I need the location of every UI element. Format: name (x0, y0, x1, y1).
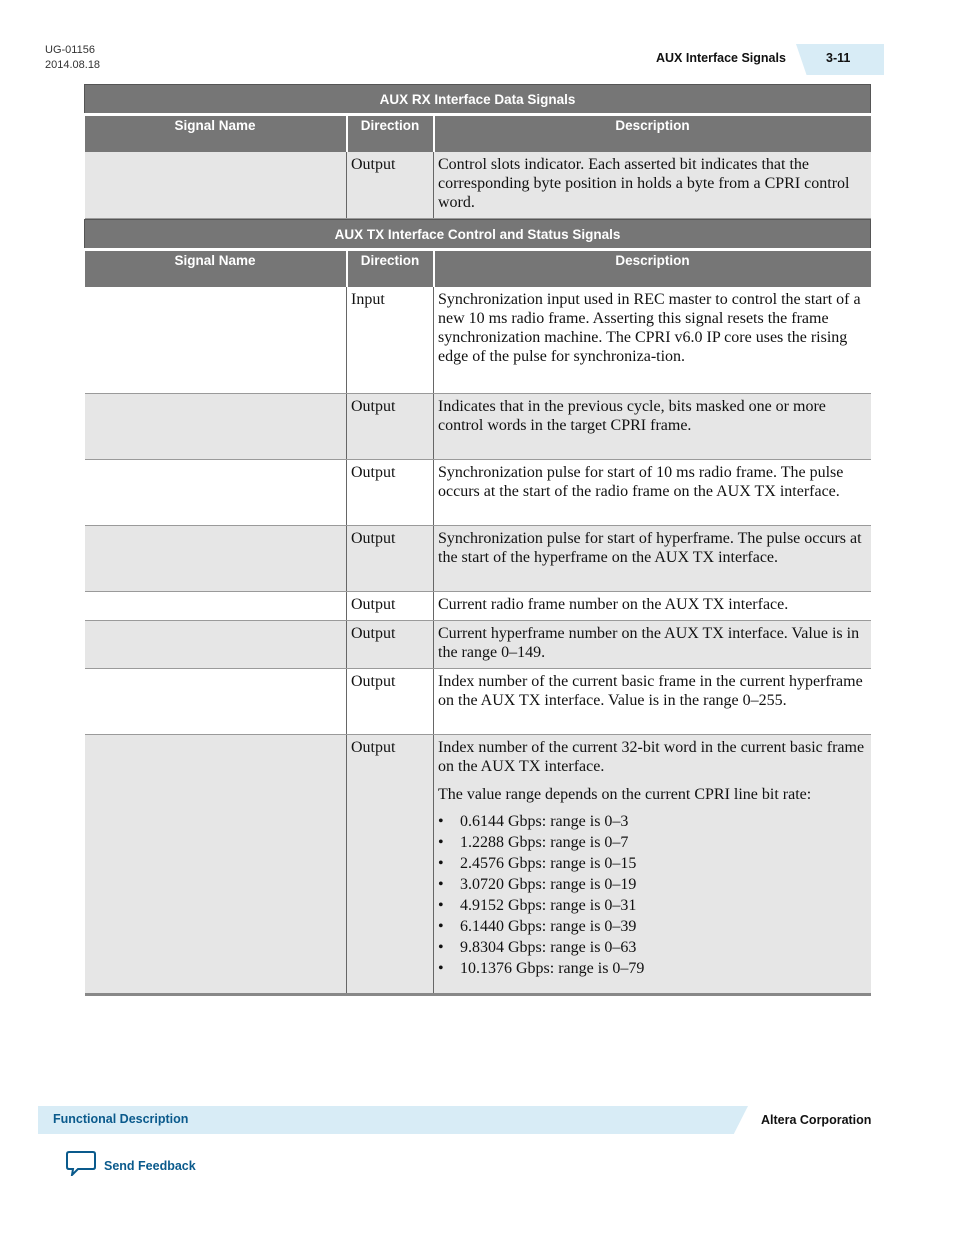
signal-name (85, 591, 347, 620)
signal-name (85, 525, 347, 591)
description-text: Index number of the current 32-bit word in the current basic frame on the AUX TX interface. (438, 738, 865, 775)
signal-description: Control slots indicator. Each asserted bit indicates that the corresponding byte position in holds a byte from a CPRI control word. (434, 152, 871, 218)
signal-description (434, 734, 871, 994)
rx-table-title: AUX RX Interface Data Signals (85, 85, 871, 115)
col-header-signal-name: Signal Name (85, 250, 347, 288)
col-header-description: Description (434, 115, 871, 153)
description-note: The value range depends on the current CPRI line bit rate: (438, 785, 812, 803)
signal-direction: Output (347, 393, 434, 459)
signal-direction: Output (347, 668, 434, 734)
rx-signals-table (84, 84, 871, 219)
signal-direction: Output (347, 459, 434, 525)
footer-company: Altera Corporation (761, 1113, 872, 1127)
table-row (85, 620, 871, 668)
table-row (85, 668, 871, 734)
signal-direction: Output (347, 734, 434, 994)
signal-name (85, 393, 347, 459)
signal-direction: Output (347, 620, 434, 668)
send-feedback-label[interactable]: Send Feedback (104, 1158, 196, 1173)
signal-direction: Output (347, 525, 434, 591)
document-id (45, 43, 100, 73)
list-item: • 6.1440 Gbps: range is 0–39 (438, 917, 867, 938)
signal-direction: Output (347, 591, 434, 620)
speech-bubble-icon (66, 1150, 96, 1181)
list-item: • 4.9152 Gbps: range is 0–31 (438, 896, 867, 917)
list-item: • 9.8304 Gbps: range is 0–63 (438, 938, 867, 959)
col-header-description: Description (434, 250, 871, 288)
table-row (85, 152, 871, 218)
footer-section-link[interactable]: Functional Description (53, 1112, 189, 1126)
signal-name (85, 459, 347, 525)
signal-name (85, 734, 347, 994)
col-header-signal-name: Signal Name (85, 115, 347, 153)
signal-description: Indicates that in the previous cycle, bits masked one or more control words in the target CPRI frame. (434, 393, 871, 459)
signal-name (85, 152, 347, 218)
table-row (85, 525, 871, 591)
signal-description: Current radio frame number on the AUX TX interface. (434, 591, 871, 620)
signal-description: Synchronization pulse for start of hyperframe. The pulse occurs at the start of the hyperframe on the AUX TX interface. (434, 525, 871, 591)
signal-name (85, 287, 347, 393)
col-header-direction: Direction (347, 115, 434, 153)
list-item: • 2.4576 Gbps: range is 0–15 (438, 854, 867, 875)
signal-name (85, 620, 347, 668)
table-row (85, 287, 871, 393)
tx-signals-table (84, 219, 871, 996)
tx-table-title: AUX TX Interface Control and Status Signals (85, 220, 871, 250)
signal-description: Current hyperframe number on the AUX TX interface. Value is in the range 0–149. (434, 620, 871, 668)
doc-number: UG-01156 (45, 44, 95, 56)
header-section-title: AUX Interface Signals (656, 51, 786, 65)
signal-description: Index number of the current basic frame in the current hyperframe on the AUX TX interface. Value is in the range 0–255. (434, 668, 871, 734)
table-row (85, 591, 871, 620)
page-number: 3-11 (826, 51, 851, 65)
table-row (85, 393, 871, 459)
list-item: • 0.6144 Gbps: range is 0–3 (438, 812, 867, 833)
signal-direction: Output (347, 152, 434, 218)
doc-date: 2014.08.18 (45, 59, 101, 71)
list-item: • 10.1376 Gbps: range is 0–79 (438, 959, 867, 980)
col-header-direction: Direction (347, 250, 434, 288)
list-item: • 1.2288 Gbps: range is 0–7 (438, 833, 867, 854)
table-row (85, 459, 871, 525)
bit-rate-range-list (438, 812, 867, 980)
signal-description: Synchronization pulse for start of 10 ms radio frame. The pulse occurs at the start of the radio frame on the AUX TX interface. (434, 459, 871, 525)
table-row (85, 734, 871, 994)
signal-description: Synchronization input used in REC master to control the start of a new 10 ms radio frame. Asserting this signal resets the frame synchronization machine. The CPRI v6.0 IP core uses the rising edge of the pulse for synchroniza-tion. (434, 287, 871, 393)
signal-name (85, 668, 347, 734)
list-item: • 3.0720 Gbps: range is 0–19 (438, 875, 867, 896)
send-feedback-link[interactable] (66, 1150, 196, 1181)
signal-direction: Input (347, 287, 434, 393)
